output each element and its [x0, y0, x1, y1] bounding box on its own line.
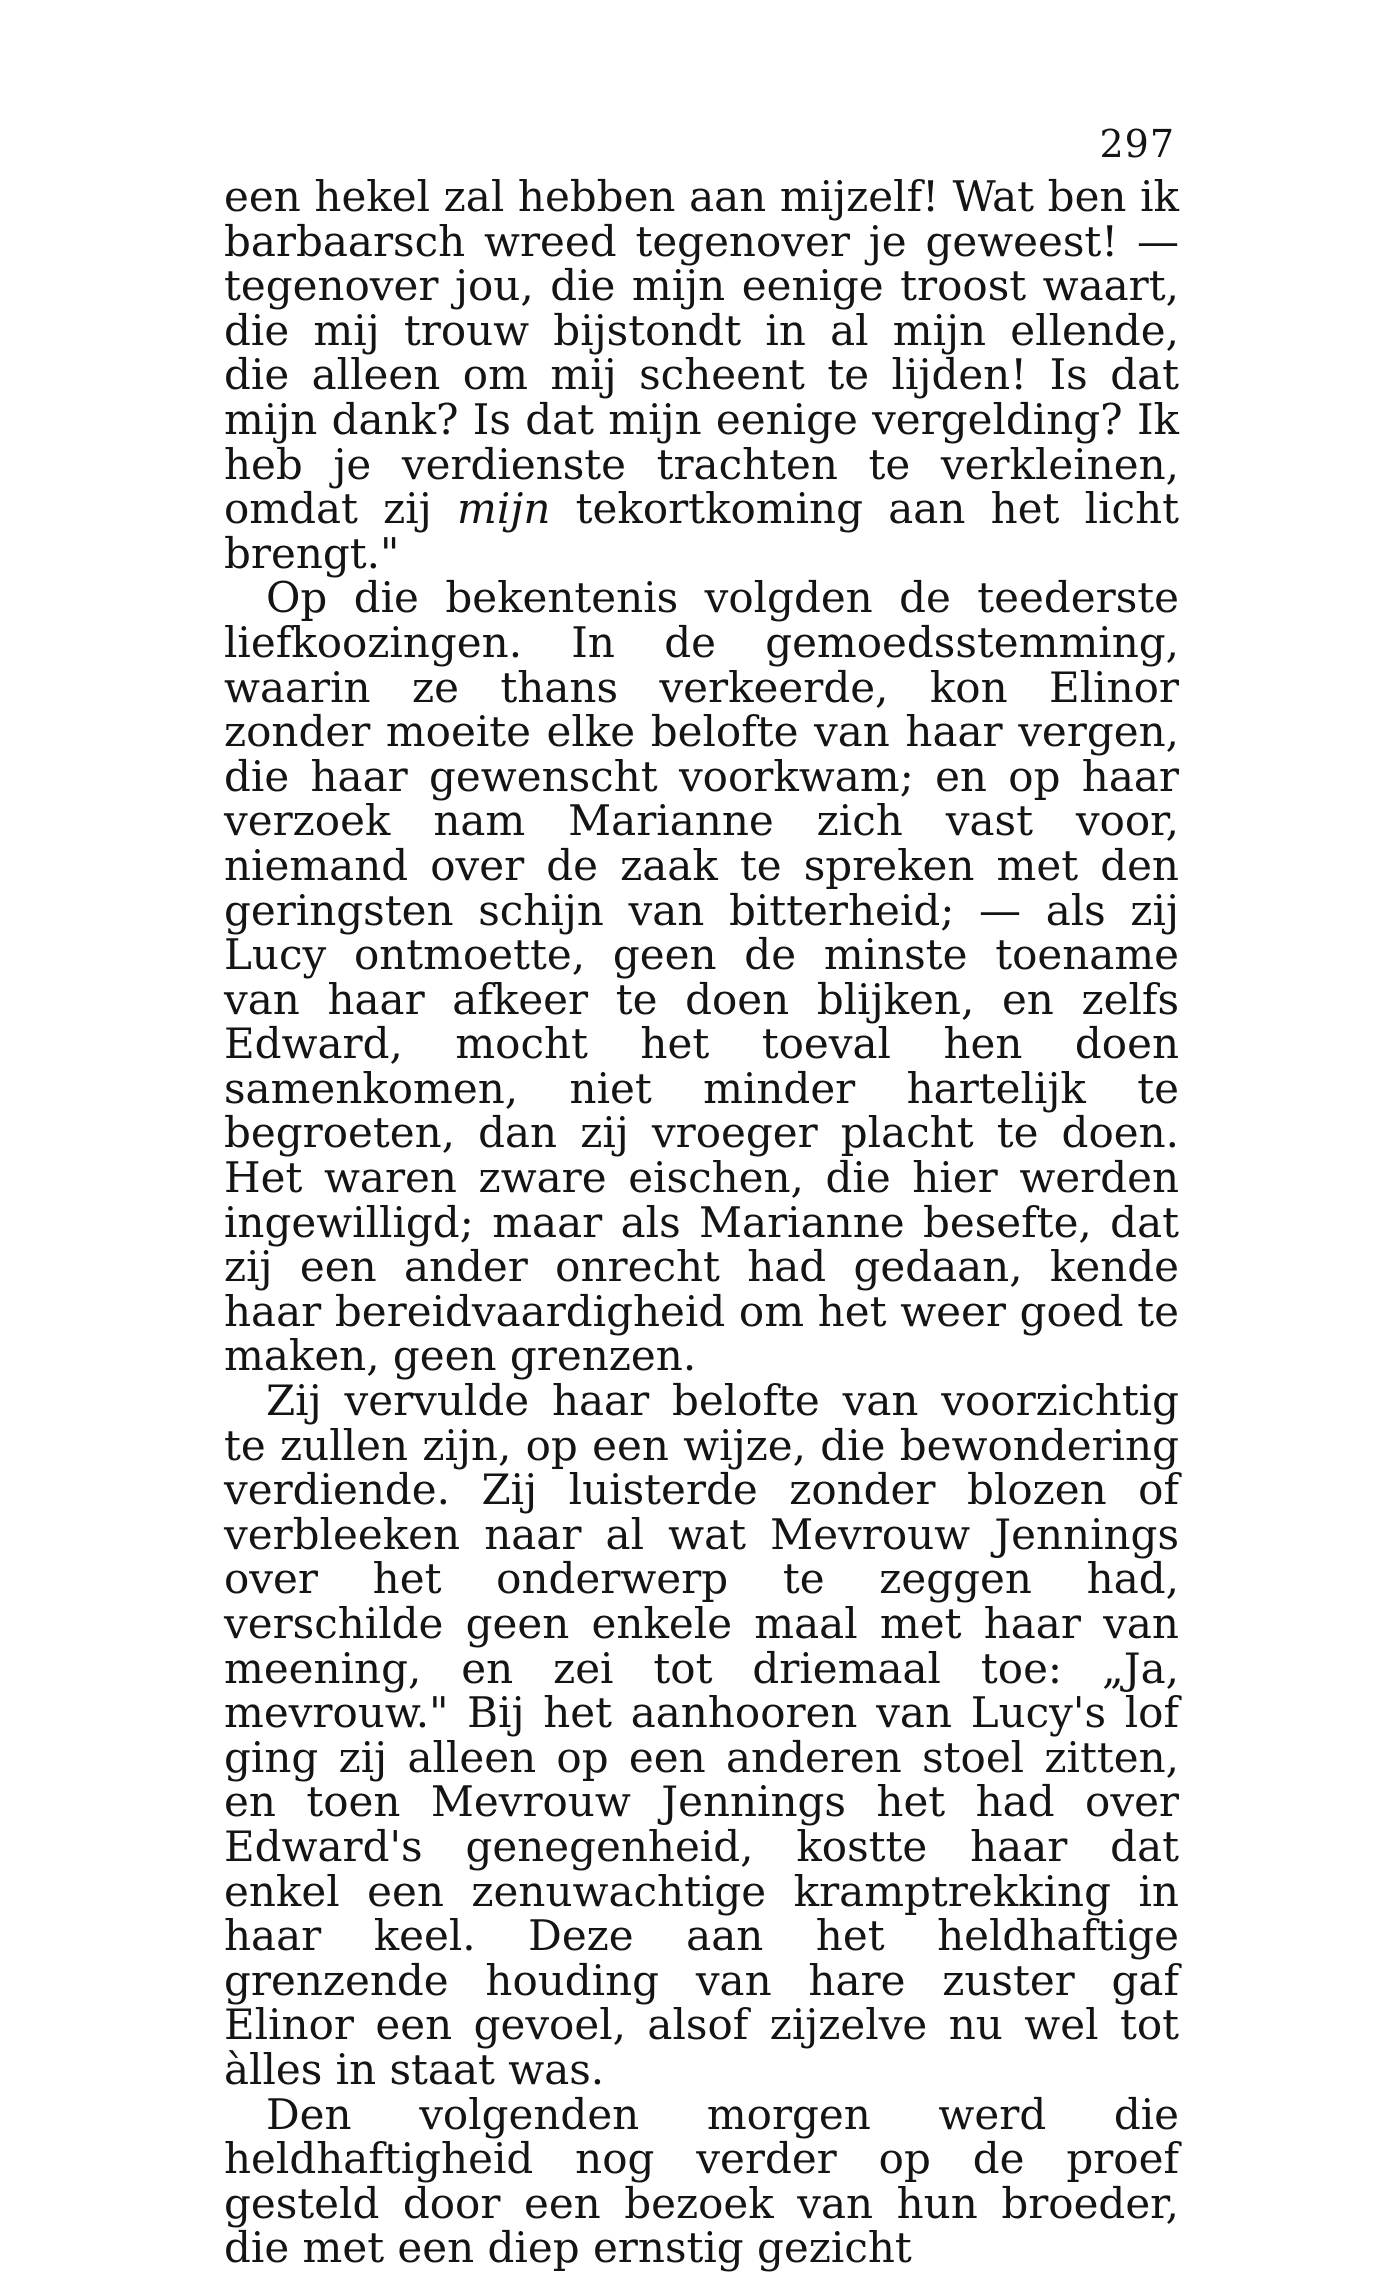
paragraph-continuation	[224, 172, 1179, 578]
emphasized-word: mijn	[457, 484, 551, 534]
paragraph: Op die bekentenis volgden de teederste liefkoozingen. In de gemoedsstemming, waarin ze thans verkeerde, kon Elinor zonder moeite elke belofte van haar vergen, die haar gewenscht voorkwam; en op haar verzoek nam Marianne zich vast voor, niemand over de zaak te spreken met den geringsten schijn van bitterheid; — als zij Lucy ontmoette, geen de minste toename van haar afkeer te doen blijken, en zelfs Edward, mocht het toeval hen doen samenkomen, niet minder hartelijk te begroeten, dan zij vroeger placht te doen. Het waren zware eischen, die hier werden ingewilligd; maar als Marianne besefte, dat zij een ander onrecht had gedaan, kende haar bereidvaardigheid om het weer goed te maken, geen grenzen.	[224, 573, 1179, 1381]
paragraph-text: tekortkoming aan het licht brengt."	[224, 484, 1179, 578]
paragraph: Zij vervulde haar belofte van voorzichtig te zullen zijn, op een wijze, die bewondering verdiende. Zij luisterde zonder blozen of verbleeken naar al wat Mevrouw Jennings over het onderwerp te zeggen had, verschilde geen enkele maal met haar van meening, en zei tot driemaal toe: „Ja, mevrouw." Bij het aanhooren van Lucy's lof ging zij alleen op een anderen stoel zitten, en toen Mevrouw Jennings het had over Edward's genegenheid, kostte haar dat enkel een zenuwachtige kramptrekking in haar keel. Deze aan het heldhaftige grenzende houding van hare zuster gaf Elinor een gevoel, alsof zijzelve nu wel tot àlles in staat was.	[224, 1376, 1179, 2094]
page-number: 297	[1099, 122, 1175, 166]
paragraph: Den volgenden morgen werd die heldhaftigheid nog verder op de proef gesteld door een bezoek van hun broeder, die met een diep ernstig gezicht	[224, 2089, 1179, 2272]
body-text	[224, 172, 1179, 2272]
paragraph-text: een hekel zal hebben aan mijzelf! Wat ben ik barbaarsch wreed tegenover je geweest! — tegenover jou, die mijn eenige troost waart, die mij trouw bijstondt in al mijn ellende, die alleen om mij scheent te lijden! Is dat mijn dank? Is dat mijn eenige vergelding? Ik heb je verdienste trachten te verkleinen, omdat zij	[224, 172, 1179, 534]
